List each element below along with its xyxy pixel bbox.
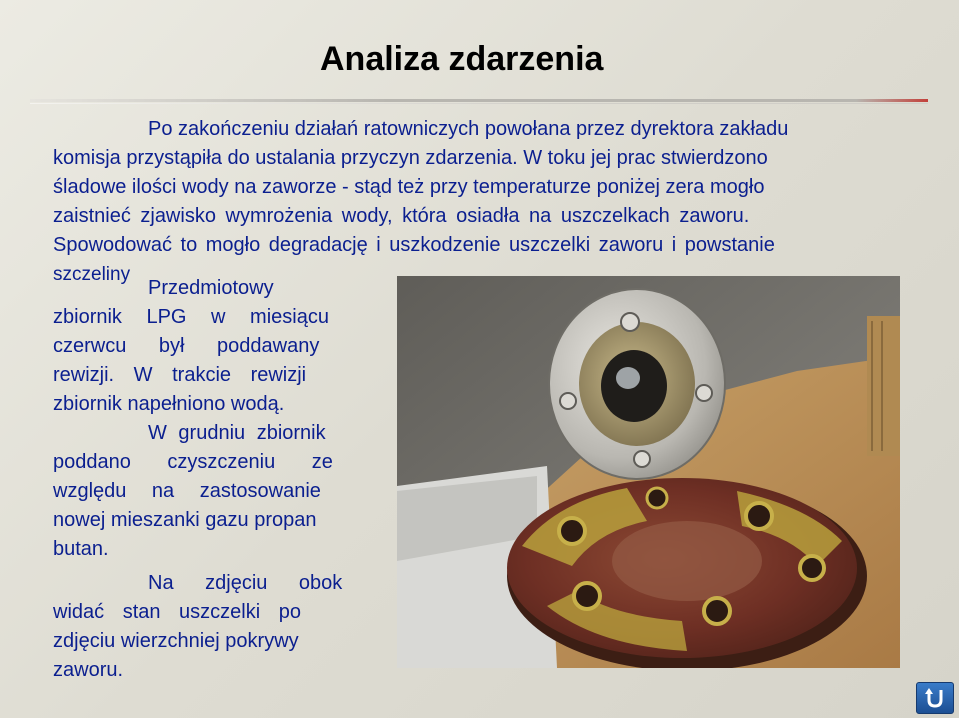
title-divider-shadow: [30, 103, 928, 104]
slide-title: Analiza zdarzenia: [320, 40, 604, 78]
word-szczeliny: szczeliny: [53, 264, 131, 285]
paragraph-1-line: Po zakończeniu działań ratowniczych powołana przez dyrektora zakładu: [148, 118, 789, 140]
paragraph-1-line: Spowodować to mogło degradację i uszkodzenie uszczelki zaworu i powstanie: [53, 234, 775, 256]
paragraph-1-line: śladowe ilości wody na zaworze - stąd też przy temperaturze poniżej zera mogło: [53, 176, 765, 198]
paragraph-3-line: butan.: [53, 538, 109, 560]
paragraph-3-line: poddano czyszczeniu ze: [53, 451, 333, 473]
paragraph-4-line: zdjęciu wierzchniej pokrywy: [53, 630, 299, 652]
paragraph-3-line: nowej mieszanki gazu propan: [53, 509, 317, 531]
word-przedmiotowy: Przedmiotowy: [148, 277, 274, 299]
paragraph-3-line: względu na zastosowanie: [53, 480, 321, 502]
paragraph-1-line: komisja przystąpiła do ustalania przyczyn zdarzenia. W toku jej prac stwierdzono: [53, 147, 768, 169]
return-arrow-icon: [923, 687, 947, 709]
paragraph-2-line: rewizji. W trakcie rewizji: [53, 364, 307, 386]
valve-gasket-photo: [397, 276, 900, 668]
paragraph-1-line: zaistnieć zjawisko wymrożenia wody, która osiadła na uszczelkach zaworu.: [53, 205, 750, 227]
paragraph-2-line: czerwcu był poddawany: [53, 335, 320, 357]
return-button[interactable]: [916, 682, 954, 714]
title-divider: [30, 99, 928, 102]
paragraph-4-line: widać stan uszczelki po: [53, 601, 301, 623]
paragraph-2-line: zbiornik LPG w miesiącu: [53, 306, 329, 328]
paragraph-4-line: zaworu.: [53, 659, 124, 681]
paragraph-2-line: zbiornik napełniono wodą.: [53, 393, 285, 415]
paragraph-4-line: Na zdjęciu obok: [148, 572, 343, 594]
paragraph-3-line: W grudniu zbiornik: [148, 422, 326, 444]
